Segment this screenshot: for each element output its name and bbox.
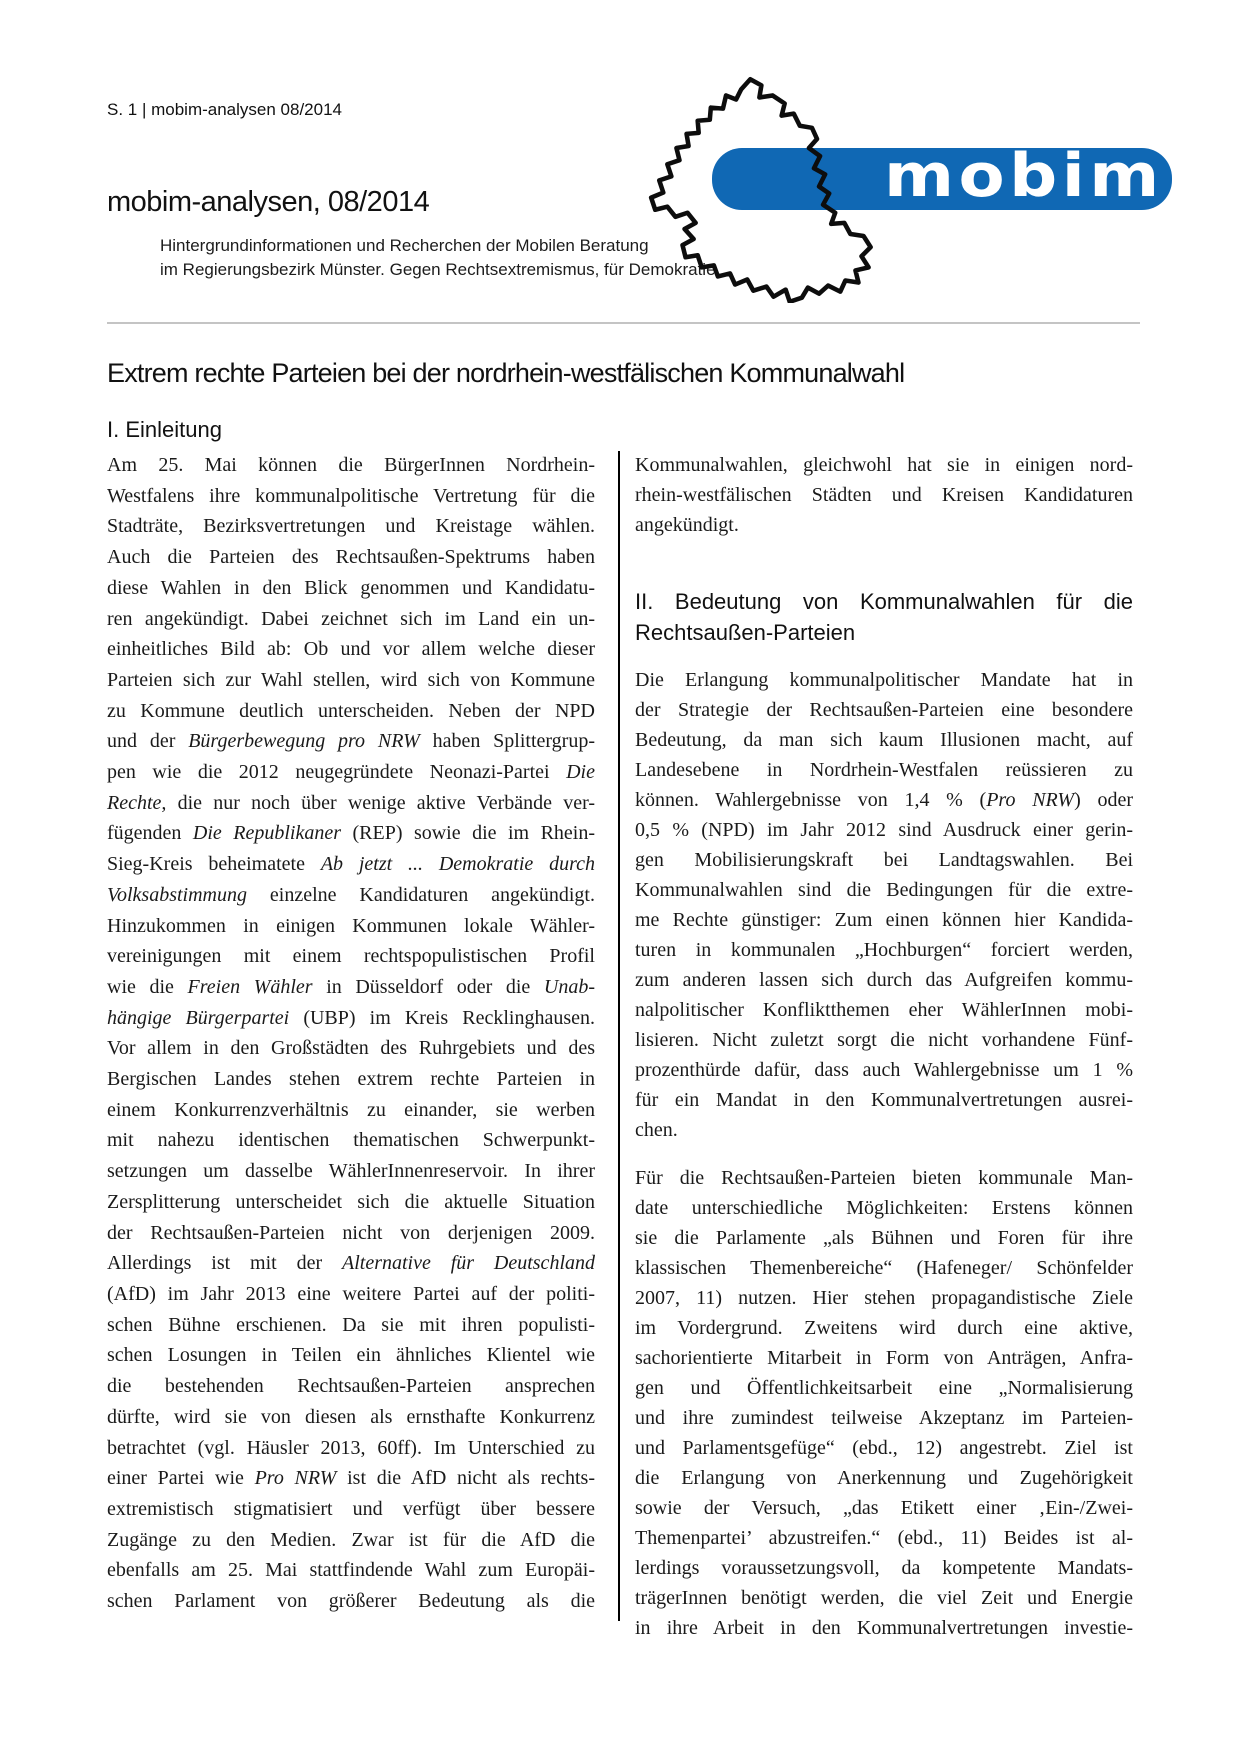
text-line: trägerInnen benötigt werden, die viel Zeit und Energie (635, 1587, 1133, 1609)
text-line: einem Konkurrenzverhältnis zu einander, sie werben (107, 1098, 595, 1121)
text-line: dürfte, wird sie von diesen als ernsthafte Konkurrenz (107, 1405, 595, 1428)
text-line: chen. (635, 1119, 678, 1141)
text-line: sowie der Versuch, „das Etikett einer ‚Ein-/Zwei- (635, 1497, 1133, 1519)
text-line: mit nahezu identischen thematischen Schwerpunkt- (107, 1129, 595, 1152)
mobim-logo (637, 75, 1240, 310)
text-line: wie die Freien Wähler in Düsseldorf oder die Unab- (107, 975, 596, 998)
text-line: sachorientierte Mitarbeit in Form von Anträgen, Anfra- (635, 1347, 1133, 1369)
text-line: nalpolitischer Konfliktthemen eher WählerInnen mobi- (635, 999, 1133, 1021)
text-line: klassischen Themenbereiche“ (Hafeneger/ Schönfelder (635, 1257, 1133, 1279)
text-line: und Parlamentsgefüge“ (ebd., 12) angestrebt. Ziel ist (635, 1437, 1133, 1459)
text-line: in ihre Arbeit in den Kommunalvertretungen investie- (635, 1617, 1133, 1639)
text-line: schen Losungen in Teilen ein ähnliches Klientel wie (107, 1344, 595, 1367)
text-line: zu Kommune deutlich unterscheiden. Neben der NPD (107, 699, 595, 722)
text-line: date unterschiedliche Möglichkeiten: Erstens können (635, 1197, 1133, 1219)
section-2-paragraph-1 (635, 665, 1133, 1145)
text-line: können. Wahlergebnisse von 1,4 % (Pro NRW) oder (635, 789, 1133, 811)
text-line: Kommunalwahlen, gleichwohl hat sie in einigen nord- (635, 454, 1133, 476)
text-line: rhein-westfälischen Städten und Kreisen Kandidaturen (635, 484, 1133, 506)
text-line: die Erlangung von Anerkennung und Zugehörigkeit (635, 1467, 1133, 1489)
text-line: (AfD) im Jahr 2013 eine weitere Partei auf der politi- (107, 1282, 595, 1305)
text-line: turen in kommunalen „Hochburgen“ forciert werden, (635, 939, 1133, 961)
page-number-label: S. 1 | mobim-analysen 08/2014 (107, 100, 342, 119)
text-line: fügenden Die Republikaner (REP) sowie die im Rhein- (107, 822, 596, 845)
text-line: Parteien sich zur Wahl stellen, wird sich von Kommune (107, 668, 595, 691)
masthead-title: mobim-analysen, 08/2014 (107, 186, 430, 218)
text-line: einheitliches Bild ab: Ob und vor allem welche dieser (107, 638, 595, 661)
section-1-paragraph-continuation (635, 450, 1133, 540)
text-line: sie die Parlamente „als Bühnen und Foren für ihre (635, 1227, 1133, 1249)
subtitle-line-2: im Regierungsbezirk Münster. Gegen Rechtsextremismus, für Demokratie (160, 260, 716, 279)
text-line: ebenfalls am 25. Mai stattfindende Wahl zum Europäi- (107, 1559, 595, 1582)
text-line: extremistisch stigmatisiert und verfügt über bessere (107, 1497, 595, 1520)
text-line: Zersplitterung unterscheidet sich die aktuelle Situation (107, 1190, 595, 1213)
text-line: Westfalens ihre kommunalpolitische Vertretung für die (107, 484, 595, 507)
text-line: Allerdings ist mit der Alternative für Deutschland (107, 1252, 595, 1275)
text-line: 0,5 % (NPD) im Jahr 2012 sind Ausdruck einer gerin- (635, 819, 1133, 841)
text-line: die bestehenden Rechtsaußen-Parteien ansprechen (107, 1375, 595, 1398)
text-line: gen Mobilisierungskraft bei Landtagswahlen. Bei (635, 849, 1133, 871)
text-line: Bedeutung, da man sich kaum Illusionen macht, auf (635, 729, 1133, 751)
text-line: im Vordergrund. Zweitens wird durch eine aktive, (635, 1317, 1133, 1339)
section-1-heading: I. Einleitung (107, 417, 222, 442)
text-line: Bergischen Landes stehen extrem rechte Parteien in (107, 1068, 595, 1091)
text-line: pen wie die 2012 neugegründete Neonazi-Partei Die (107, 761, 595, 784)
text-line: Rechtsaußen-Parteien (635, 620, 856, 645)
text-line: zum anderen lassen sich durch das Aufgreifen kommu- (635, 969, 1133, 991)
text-line: Landesebene in Nordrhein-Westfalen reüssieren zu (635, 759, 1133, 781)
text-line: hängige Bürgerpartei (UBP) im Kreis Recklinghausen. (107, 1006, 595, 1029)
text-line: Vor allem in den Großstädten des Ruhrgebiets und des (107, 1037, 595, 1060)
text-line: setzungen um dasselbe WählerInnenreservoir. In ihrer (107, 1160, 595, 1183)
text-line: ren angekündigt. Dabei zeichnet sich im Land ein un- (107, 607, 595, 630)
text-line: betrachtet (vgl. Häusler 2013, 60ff). Im Unterschied zu (107, 1436, 595, 1459)
text-line: der Rechtsaußen-Parteien nicht von derjenigen 2009. (107, 1221, 595, 1244)
text-line: vereinigungen mit einem rechtspopulistischen Profil (107, 945, 595, 968)
section-2-paragraph-2 (635, 1163, 1133, 1643)
text-line: angekündigt. (635, 514, 739, 536)
text-line: lerdings voraussetzungsvoll, da kompetente Mandats- (635, 1557, 1133, 1579)
text-line: schen Bühne erschienen. Da sie mit ihren populisti- (107, 1313, 595, 1336)
text-line: Die Erlangung kommunalpolitischer Mandate hat in (635, 669, 1133, 691)
logo-wordmark: mobim (884, 141, 1164, 211)
subtitle-line-1: Hintergrundinformationen und Recherchen der Mobilen Beratung (160, 236, 649, 255)
left-column (107, 416, 595, 1617)
text-line: und ihre zumindest teilweise Akzeptanz im Parteien- (635, 1407, 1133, 1429)
text-line: diese Wahlen in den Blick genommen und Kandidatu- (107, 576, 595, 599)
text-line: und der Bürgerbewegung pro NRW haben Splittergrup- (107, 730, 595, 753)
text-line: 2007, 11) nutzen. Hier stehen propagandistische Ziele (635, 1287, 1133, 1309)
text-line: Kommunalwahlen sind die Bedingungen für die extre- (635, 879, 1133, 901)
text-line: Am 25. Mai können die BürgerInnen Nordrhein- (107, 454, 595, 476)
text-line: schen Parlament von größerer Bedeutung als die (107, 1590, 595, 1613)
section-1-paragraph (107, 450, 595, 1617)
section-2-heading (635, 586, 1133, 648)
muensterland-map-outline-icon (637, 75, 905, 303)
text-line: Themenpartei’ abzustreifen.“ (ebd., 11) Beides ist al- (635, 1527, 1133, 1549)
text-line: gen und Öffentlichkeitsarbeit eine „Normalisierung (635, 1377, 1133, 1399)
text-line: Stadträte, Bezirksvertretungen und Kreistage wählen. (107, 515, 595, 538)
text-line: prozenthürde dafür, dass auch Wahlergebnisse um 1 % (635, 1059, 1133, 1081)
text-line: Für die Rechtsaußen-Parteien bieten kommunale Man- (635, 1167, 1133, 1189)
text-line: Auch die Parteien des Rechtsaußen-Spektrums haben (107, 546, 595, 569)
masthead-divider (107, 322, 1140, 324)
text-line: Zugänge zu den Medien. Zwar ist für die AfD die (107, 1528, 595, 1551)
text-line: Rechte, die nur noch über wenige aktive Verbände ver- (107, 791, 595, 814)
text-line: II. Bedeutung von Kommunalwahlen für die (635, 589, 1133, 614)
two-column-layout (107, 416, 1140, 1643)
text-line: für ein Mandat in den Kommunalvertretungen ausrei- (635, 1089, 1133, 1111)
text-line: Hinzukommen in einigen Kommunen lokale Wähler- (107, 914, 595, 937)
column-divider (618, 451, 620, 1621)
text-line: Volksabstimmung einzelne Kandidaturen angekündigt. (107, 883, 595, 906)
right-column (635, 416, 1133, 1643)
text-line: der Strategie der Rechtsaußen-Parteien eine besondere (635, 699, 1133, 721)
text-line: Sieg-Kreis beheimatete Ab jetzt ... Demokratie durch (107, 853, 595, 876)
text-line: einer Partei wie Pro NRW ist die AfD nicht als rechts- (107, 1467, 595, 1490)
text-line: lisieren. Nicht zuletzt sorgt die nicht vorhandene Fünf- (635, 1029, 1133, 1051)
text-line: me Rechte günstiger: Zum einen können hier Kandida- (635, 909, 1133, 931)
article-title: Extrem rechte Parteien bei der nordrhein-westfälischen Kommunalwahl (107, 358, 905, 388)
